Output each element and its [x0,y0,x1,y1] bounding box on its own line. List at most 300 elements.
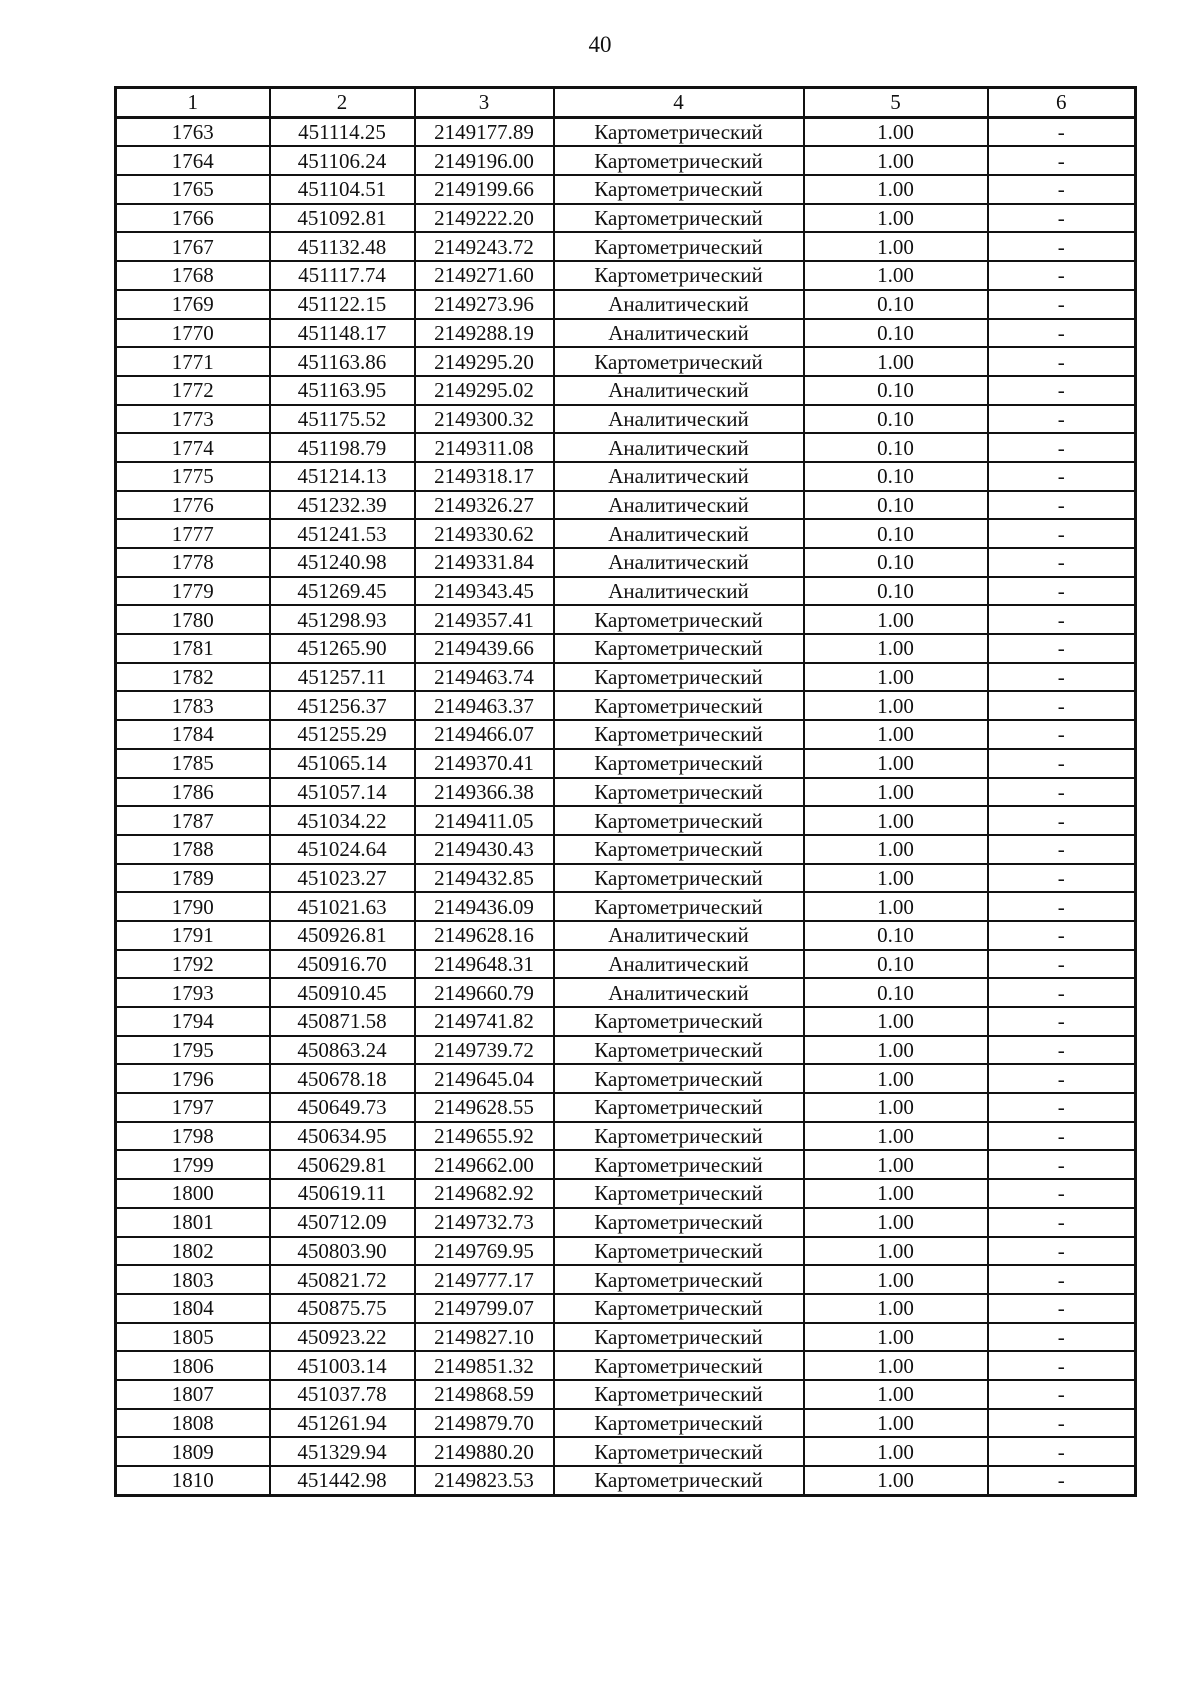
point-number-cell: 1767 [116,232,270,261]
method-cell: Аналитический [554,491,804,520]
x-coordinate-cell: 451023.27 [270,864,415,893]
y-coordinate-cell: 2149660.79 [415,978,554,1007]
accuracy-cell: 1.00 [804,1265,988,1294]
method-cell: Аналитический [554,319,804,348]
y-coordinate-cell: 2149411.05 [415,806,554,835]
point-number-cell: 1778 [116,548,270,577]
accuracy-cell: 1.00 [804,749,988,778]
point-number-cell: 1803 [116,1265,270,1294]
table-row [116,405,1136,434]
method-cell: Картометрический [554,691,804,720]
column-header: 6 [988,88,1136,118]
method-cell: Картометрический [554,1064,804,1093]
x-coordinate-cell: 451132.48 [270,232,415,261]
point-number-cell: 1802 [116,1237,270,1266]
table-row [116,204,1136,233]
method-cell: Аналитический [554,405,804,434]
y-coordinate-cell: 2149295.20 [415,347,554,376]
column-header: 3 [415,88,554,118]
x-coordinate-cell: 451021.63 [270,892,415,921]
table-row [116,978,1136,1007]
point-number-cell: 1780 [116,605,270,634]
note-cell: - [988,835,1136,864]
accuracy-cell: 0.10 [804,405,988,434]
table-row [116,749,1136,778]
x-coordinate-cell: 451106.24 [270,146,415,175]
method-cell: Картометрический [554,347,804,376]
point-number-cell: 1763 [116,117,270,146]
accuracy-cell: 0.10 [804,462,988,491]
note-cell: - [988,864,1136,893]
x-coordinate-cell: 450629.81 [270,1150,415,1179]
point-number-cell: 1807 [116,1380,270,1409]
point-number-cell: 1776 [116,491,270,520]
method-cell: Картометрический [554,146,804,175]
table-row [116,634,1136,663]
y-coordinate-cell: 2149295.02 [415,376,554,405]
x-coordinate-cell: 451117.74 [270,261,415,290]
x-coordinate-cell: 451261.94 [270,1409,415,1438]
point-number-cell: 1773 [116,405,270,434]
accuracy-cell: 1.00 [804,691,988,720]
point-number-cell: 1770 [116,319,270,348]
accuracy-cell: 1.00 [804,1294,988,1323]
method-cell: Картометрический [554,204,804,233]
table-row [116,892,1136,921]
accuracy-cell: 1.00 [804,1437,988,1466]
point-number-cell: 1810 [116,1466,270,1495]
y-coordinate-cell: 2149370.41 [415,749,554,778]
note-cell: - [988,1150,1136,1179]
method-cell: Картометрический [554,1265,804,1294]
point-number-cell: 1765 [116,175,270,204]
y-coordinate-cell: 2149243.72 [415,232,554,261]
point-number-cell: 1804 [116,1294,270,1323]
x-coordinate-cell: 450863.24 [270,1036,415,1065]
note-cell: - [988,577,1136,606]
point-number-cell: 1782 [116,663,270,692]
method-cell: Картометрический [554,1122,804,1151]
table-body [116,117,1136,1495]
method-cell: Картометрический [554,1466,804,1495]
y-coordinate-cell: 2149273.96 [415,290,554,319]
point-number-cell: 1790 [116,892,270,921]
method-cell: Картометрический [554,1409,804,1438]
point-number-cell: 1768 [116,261,270,290]
table-row [116,462,1136,491]
y-coordinate-cell: 2149343.45 [415,577,554,606]
accuracy-cell: 1.00 [804,1466,988,1495]
accuracy-cell: 0.10 [804,290,988,319]
x-coordinate-cell: 451092.81 [270,204,415,233]
note-cell: - [988,319,1136,348]
note-cell: - [988,1036,1136,1065]
accuracy-cell: 0.10 [804,548,988,577]
x-coordinate-cell: 450803.90 [270,1237,415,1266]
x-coordinate-cell: 451114.25 [270,117,415,146]
table-row [116,1122,1136,1151]
method-cell: Аналитический [554,921,804,950]
table-row [116,778,1136,807]
accuracy-cell: 1.00 [804,1409,988,1438]
y-coordinate-cell: 2149436.09 [415,892,554,921]
note-cell: - [988,462,1136,491]
point-number-cell: 1772 [116,376,270,405]
table-row [116,1466,1136,1495]
point-number-cell: 1787 [116,806,270,835]
y-coordinate-cell: 2149439.66 [415,634,554,663]
point-number-cell: 1792 [116,950,270,979]
accuracy-cell: 1.00 [804,1093,988,1122]
point-number-cell: 1800 [116,1179,270,1208]
note-cell: - [988,491,1136,520]
accuracy-cell: 1.00 [804,204,988,233]
accuracy-cell: 1.00 [804,720,988,749]
y-coordinate-cell: 2149300.32 [415,405,554,434]
accuracy-cell: 1.00 [804,778,988,807]
accuracy-cell: 1.00 [804,1179,988,1208]
note-cell: - [988,405,1136,434]
note-cell: - [988,1122,1136,1151]
table-row [116,433,1136,462]
point-number-cell: 1764 [116,146,270,175]
method-cell: Картометрический [554,1208,804,1237]
note-cell: - [988,892,1136,921]
note-cell: - [988,146,1136,175]
y-coordinate-cell: 2149662.00 [415,1150,554,1179]
y-coordinate-cell: 2149739.72 [415,1036,554,1065]
y-coordinate-cell: 2149628.55 [415,1093,554,1122]
y-coordinate-cell: 2149645.04 [415,1064,554,1093]
table-row [116,175,1136,204]
accuracy-cell: 0.10 [804,577,988,606]
point-number-cell: 1799 [116,1150,270,1179]
table-row [116,319,1136,348]
table-row [116,864,1136,893]
method-cell: Картометрический [554,778,804,807]
method-cell: Картометрический [554,175,804,204]
note-cell: - [988,548,1136,577]
point-number-cell: 1783 [116,691,270,720]
y-coordinate-cell: 2149880.20 [415,1437,554,1466]
note-cell: - [988,749,1136,778]
x-coordinate-cell: 450926.81 [270,921,415,950]
table-row [116,806,1136,835]
point-number-cell: 1809 [116,1437,270,1466]
table-row [116,261,1136,290]
y-coordinate-cell: 2149827.10 [415,1323,554,1352]
y-coordinate-cell: 2149326.27 [415,491,554,520]
y-coordinate-cell: 2149732.73 [415,1208,554,1237]
x-coordinate-cell: 451065.14 [270,749,415,778]
accuracy-cell: 1.00 [804,634,988,663]
table-row [116,720,1136,749]
x-coordinate-cell: 451163.95 [270,376,415,405]
column-header: 2 [270,88,415,118]
method-cell: Картометрический [554,720,804,749]
note-cell: - [988,232,1136,261]
method-cell: Картометрический [554,1351,804,1380]
accuracy-cell: 1.00 [804,1064,988,1093]
y-coordinate-cell: 2149222.20 [415,204,554,233]
y-coordinate-cell: 2149318.17 [415,462,554,491]
x-coordinate-cell: 450678.18 [270,1064,415,1093]
y-coordinate-cell: 2149628.16 [415,921,554,950]
accuracy-cell: 1.00 [804,1036,988,1065]
y-coordinate-cell: 2149851.32 [415,1351,554,1380]
y-coordinate-cell: 2149199.66 [415,175,554,204]
y-coordinate-cell: 2149366.38 [415,778,554,807]
x-coordinate-cell: 450619.11 [270,1179,415,1208]
note-cell: - [988,1380,1136,1409]
table-row [116,1150,1136,1179]
x-coordinate-cell: 450634.95 [270,1122,415,1151]
point-number-cell: 1774 [116,433,270,462]
column-header: 1 [116,88,270,118]
table-row [116,835,1136,864]
point-number-cell: 1769 [116,290,270,319]
point-number-cell: 1798 [116,1122,270,1151]
y-coordinate-cell: 2149271.60 [415,261,554,290]
note-cell: - [988,347,1136,376]
page-number: 40 [588,32,612,57]
method-cell: Картометрический [554,261,804,290]
table-row [116,1409,1136,1438]
note-cell: - [988,921,1136,950]
x-coordinate-cell: 451037.78 [270,1380,415,1409]
x-coordinate-cell: 450923.22 [270,1323,415,1352]
y-coordinate-cell: 2149288.19 [415,319,554,348]
x-coordinate-cell: 451104.51 [270,175,415,204]
x-coordinate-cell: 450821.72 [270,1265,415,1294]
point-number-cell: 1777 [116,519,270,548]
point-number-cell: 1785 [116,749,270,778]
y-coordinate-cell: 2149777.17 [415,1265,554,1294]
y-coordinate-cell: 2149196.00 [415,146,554,175]
point-number-cell: 1805 [116,1323,270,1352]
table-row [116,347,1136,376]
point-number-cell: 1801 [116,1208,270,1237]
method-cell: Картометрический [554,1323,804,1352]
accuracy-cell: 1.00 [804,1122,988,1151]
point-number-cell: 1771 [116,347,270,376]
method-cell: Картометрический [554,1179,804,1208]
accuracy-cell: 0.10 [804,319,988,348]
y-coordinate-cell: 2149868.59 [415,1380,554,1409]
accuracy-cell: 1.00 [804,806,988,835]
method-cell: Картометрический [554,605,804,634]
y-coordinate-cell: 2149430.43 [415,835,554,864]
x-coordinate-cell: 451265.90 [270,634,415,663]
x-coordinate-cell: 451257.11 [270,663,415,692]
accuracy-cell: 1.00 [804,1007,988,1036]
y-coordinate-cell: 2149463.74 [415,663,554,692]
method-cell: Картометрический [554,835,804,864]
method-cell: Аналитический [554,290,804,319]
note-cell: - [988,605,1136,634]
accuracy-cell: 1.00 [804,864,988,893]
point-number-cell: 1789 [116,864,270,893]
accuracy-cell: 1.00 [804,835,988,864]
x-coordinate-cell: 451175.52 [270,405,415,434]
note-cell: - [988,634,1136,663]
x-coordinate-cell: 450875.75 [270,1294,415,1323]
accuracy-cell: 1.00 [804,1323,988,1352]
table-row [116,605,1136,634]
y-coordinate-cell: 2149463.37 [415,691,554,720]
y-coordinate-cell: 2149331.84 [415,548,554,577]
x-coordinate-cell: 451255.29 [270,720,415,749]
point-number-cell: 1786 [116,778,270,807]
y-coordinate-cell: 2149177.89 [415,117,554,146]
x-coordinate-cell: 451057.14 [270,778,415,807]
y-coordinate-cell: 2149432.85 [415,864,554,893]
x-coordinate-cell: 451269.45 [270,577,415,606]
note-cell: - [988,663,1136,692]
x-coordinate-cell: 450916.70 [270,950,415,979]
point-number-cell: 1808 [116,1409,270,1438]
note-cell: - [988,1007,1136,1036]
table-row [116,1208,1136,1237]
note-cell: - [988,1208,1136,1237]
note-cell: - [988,433,1136,462]
method-cell: Картометрический [554,117,804,146]
note-cell: - [988,290,1136,319]
x-coordinate-cell: 451240.98 [270,548,415,577]
x-coordinate-cell: 451442.98 [270,1466,415,1495]
accuracy-cell: 1.00 [804,1351,988,1380]
y-coordinate-cell: 2149311.08 [415,433,554,462]
table-header-row [116,88,1136,118]
table-row [116,663,1136,692]
y-coordinate-cell: 2149741.82 [415,1007,554,1036]
point-number-cell: 1766 [116,204,270,233]
accuracy-cell: 0.10 [804,433,988,462]
method-cell: Аналитический [554,519,804,548]
method-cell: Аналитический [554,433,804,462]
note-cell: - [988,376,1136,405]
column-header: 5 [804,88,988,118]
accuracy-cell: 0.10 [804,921,988,950]
table-row [116,1265,1136,1294]
point-number-cell: 1796 [116,1064,270,1093]
note-cell: - [988,175,1136,204]
point-number-cell: 1793 [116,978,270,1007]
note-cell: - [988,1437,1136,1466]
table-row [116,691,1136,720]
method-cell: Картометрический [554,1437,804,1466]
point-number-cell: 1797 [116,1093,270,1122]
accuracy-cell: 1.00 [804,117,988,146]
method-cell: Картометрический [554,634,804,663]
x-coordinate-cell: 451241.53 [270,519,415,548]
column-header: 4 [554,88,804,118]
method-cell: Картометрический [554,1237,804,1266]
y-coordinate-cell: 2149330.62 [415,519,554,548]
note-cell: - [988,204,1136,233]
note-cell: - [988,1466,1136,1495]
point-number-cell: 1775 [116,462,270,491]
accuracy-cell: 0.10 [804,950,988,979]
method-cell: Картометрический [554,1294,804,1323]
coordinates-table [114,86,1137,1497]
x-coordinate-cell: 450712.09 [270,1208,415,1237]
table-row [116,519,1136,548]
point-number-cell: 1784 [116,720,270,749]
note-cell: - [988,1237,1136,1266]
note-cell: - [988,778,1136,807]
method-cell: Картометрический [554,1380,804,1409]
x-coordinate-cell: 451148.17 [270,319,415,348]
point-number-cell: 1781 [116,634,270,663]
table-row [116,1179,1136,1208]
x-coordinate-cell: 451024.64 [270,835,415,864]
note-cell: - [988,950,1136,979]
accuracy-cell: 1.00 [804,663,988,692]
accuracy-cell: 0.10 [804,978,988,1007]
accuracy-cell: 1.00 [804,605,988,634]
accuracy-cell: 1.00 [804,892,988,921]
method-cell: Картометрический [554,1007,804,1036]
table-row [116,950,1136,979]
y-coordinate-cell: 2149879.70 [415,1409,554,1438]
accuracy-cell: 1.00 [804,146,988,175]
x-coordinate-cell: 451122.15 [270,290,415,319]
point-number-cell: 1788 [116,835,270,864]
accuracy-cell: 1.00 [804,261,988,290]
y-coordinate-cell: 2149648.31 [415,950,554,979]
y-coordinate-cell: 2149466.07 [415,720,554,749]
method-cell: Аналитический [554,950,804,979]
table-row [116,1294,1136,1323]
method-cell: Аналитический [554,548,804,577]
method-cell: Аналитический [554,978,804,1007]
table-row [116,1437,1136,1466]
accuracy-cell: 0.10 [804,491,988,520]
method-cell: Аналитический [554,376,804,405]
note-cell: - [988,1294,1136,1323]
accuracy-cell: 0.10 [804,519,988,548]
method-cell: Картометрический [554,663,804,692]
method-cell: Картометрический [554,1036,804,1065]
y-coordinate-cell: 2149799.07 [415,1294,554,1323]
note-cell: - [988,1409,1136,1438]
table-row [116,577,1136,606]
x-coordinate-cell: 450649.73 [270,1093,415,1122]
note-cell: - [988,261,1136,290]
method-cell: Картометрический [554,232,804,261]
method-cell: Картометрический [554,1093,804,1122]
note-cell: - [988,978,1136,1007]
note-cell: - [988,1351,1136,1380]
table-row [116,1093,1136,1122]
x-coordinate-cell: 450910.45 [270,978,415,1007]
x-coordinate-cell: 451232.39 [270,491,415,520]
note-cell: - [988,1179,1136,1208]
method-cell: Аналитический [554,577,804,606]
accuracy-cell: 1.00 [804,1150,988,1179]
note-cell: - [988,691,1136,720]
note-cell: - [988,720,1136,749]
note-cell: - [988,806,1136,835]
y-coordinate-cell: 2149682.92 [415,1179,554,1208]
table-row [116,146,1136,175]
x-coordinate-cell: 451034.22 [270,806,415,835]
table-row [116,290,1136,319]
table-row [116,1237,1136,1266]
x-coordinate-cell: 451256.37 [270,691,415,720]
accuracy-cell: 1.00 [804,1380,988,1409]
